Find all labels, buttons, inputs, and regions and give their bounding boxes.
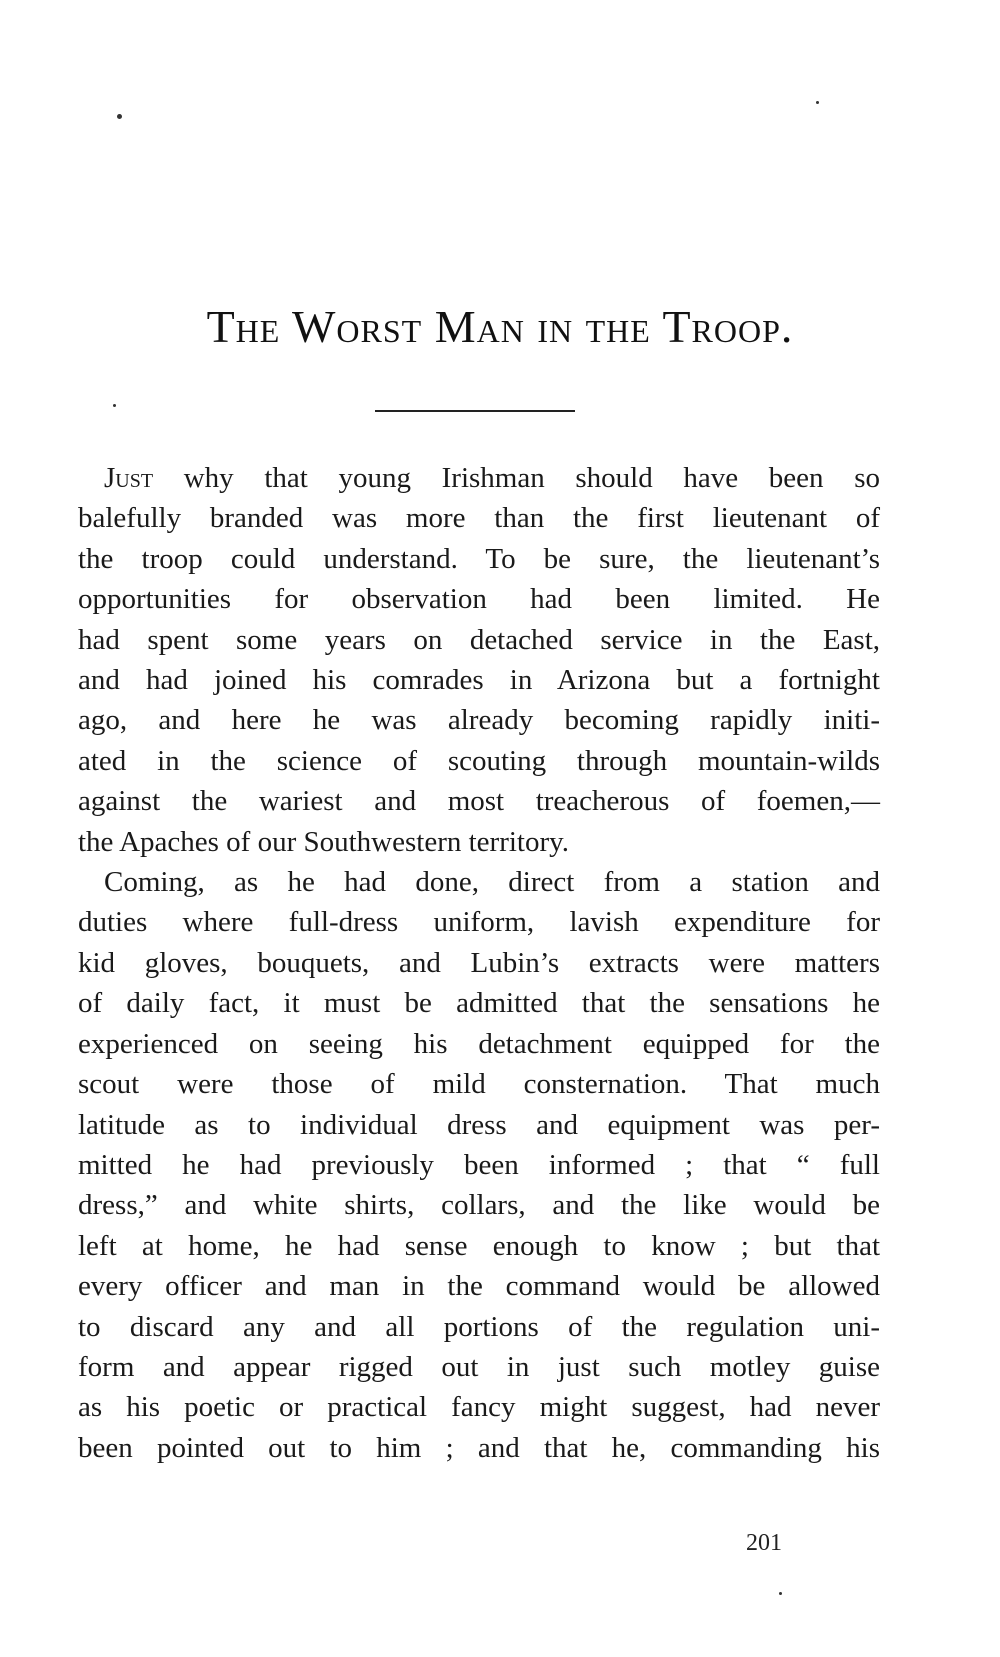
text-line: experienced on seeing his detachment equipped for the xyxy=(78,1027,880,1060)
text-line: form and appear rigged out in just such motley guise xyxy=(78,1350,880,1383)
text-line: scout were those of mild consternation. That much xyxy=(78,1068,880,1101)
text-line: and had joined his comrades in Arizona but a fortnight xyxy=(78,664,880,697)
text-line: against the wariest and most treacherous of foemen,— xyxy=(78,785,880,818)
chapter-title: The Worst Man in the Troop. xyxy=(206,301,794,352)
text-line: ated in the science of scouting through mountain-wilds xyxy=(78,744,880,777)
print-speck xyxy=(113,404,116,407)
text-line: the Apaches of our Southwestern territory. xyxy=(78,825,569,858)
text-line: been pointed out to him ; and that he, commanding his xyxy=(78,1431,880,1464)
print-speck xyxy=(117,114,122,119)
text-line: to discard any and all portions of the regulation uni- xyxy=(78,1310,880,1343)
text-line: mitted he had previously been informed ; that “ full xyxy=(78,1148,880,1181)
page-number: 201 xyxy=(746,1530,782,1556)
text-line: Coming, as he had done, direct from a station and xyxy=(104,866,880,899)
title-divider xyxy=(375,410,575,412)
text-line: left at home, he had sense enough to know ; but that xyxy=(78,1229,880,1262)
text-line: dress,” and white shirts, collars, and the like would be xyxy=(78,1189,880,1222)
text-line: of daily fact, it must be admitted that the sensations he xyxy=(78,987,880,1020)
drop-word: Just xyxy=(104,462,154,494)
print-speck xyxy=(779,1592,782,1595)
chapter-text xyxy=(78,458,880,1468)
text-line: balefully branded was more than the first lieutenant of xyxy=(78,502,880,535)
text-line: ago, and here he was already becoming rapidly initi- xyxy=(78,704,880,737)
text-line: as his poetic or practical fancy might suggest, had never xyxy=(78,1391,880,1424)
text-line: duties where full-dress uniform, lavish expenditure for xyxy=(78,906,880,939)
text-line: opportunities for observation had been limited. He xyxy=(78,583,880,616)
text-line: the troop could understand. To be sure, the lieutenant’s xyxy=(78,542,880,575)
text-line: every officer and man in the command would be allowed xyxy=(78,1270,880,1303)
text-line: kid gloves, bouquets, and Lubin’s extracts were matters xyxy=(78,946,880,979)
text-line: had spent some years on detached service in the East, xyxy=(78,623,880,656)
print-speck xyxy=(816,101,819,104)
text-line: latitude as to individual dress and equipment was per- xyxy=(78,1108,880,1141)
text-line: Just why that young Irishman should have been so xyxy=(104,462,880,494)
